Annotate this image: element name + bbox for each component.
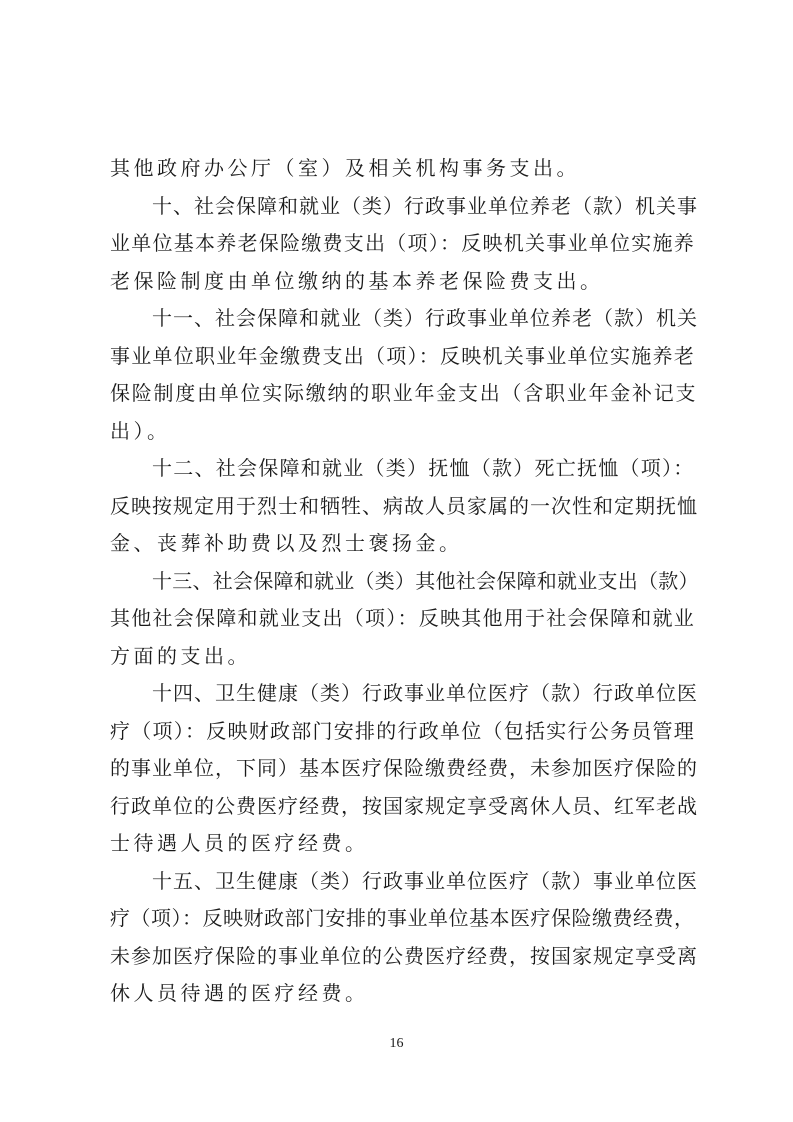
paragraph-13-line-2: 其他社会保障和就业支出（项）：反映其他用于社会保障和就业 xyxy=(110,606,695,630)
paragraph-14-line-1: 十四、卫生健康（类）行政事业单位医疗（款）行政单位医 xyxy=(152,681,698,705)
paragraph-11-line-1: 十一、社会保障和就业（类）行政事业单位养老（款）机关 xyxy=(152,306,698,330)
paragraph-10-line-3: 老保险制度由单位缴纳的基本养老保险费支出。 xyxy=(110,268,604,293)
page-number: 16 xyxy=(389,1036,404,1051)
paragraph-14-line-2: 疗（项）：反映财政部门安排的行政单位（包括实行公务员管理 xyxy=(110,718,695,743)
paragraph-15-line-1: 十五、卫生健康（类）行政事业单位医疗（款）事业单位医 xyxy=(152,868,698,893)
paragraph-10-line-1: 十、社会保障和就业（类）行政事业单位养老（款）机关事 xyxy=(152,193,698,218)
body-text xyxy=(110,150,700,1013)
paragraph-12-line-3: 金、丧葬补助费以及烈士褒扬金。 xyxy=(110,531,463,555)
paragraph-15-line-2: 疗（项）：反映财政部门安排的事业单位基本医疗保险缴费经费， xyxy=(110,906,695,930)
paragraph-10-line-2: 业单位基本养老保险缴费支出（项）：反映机关事业单位实施养 xyxy=(110,231,695,255)
paragraph-13-line-3: 方面的支出。 xyxy=(110,643,251,668)
paragraph-11-line-2: 事业单位职业年金缴费支出（项）：反映机关事业单位实施养老 xyxy=(110,343,695,368)
paragraph-15-line-3: 未参加医疗保险的事业单位的公费医疗经费，按国家规定享受离 xyxy=(110,943,698,968)
paragraph-15-line-4: 休人员待遇的医疗经费。 xyxy=(110,981,369,1005)
paragraph-11-line-4: 出）。 xyxy=(110,418,171,443)
paragraph-12-line-2: 反映按规定用于烈士和牺牲、病故人员家属的一次性和定期抚恤 xyxy=(110,493,698,518)
paragraph-14-line-3: 的事业单位，下同）基本医疗保险缴费经费，未参加医疗保险的 xyxy=(110,756,698,780)
paragraph-13-line-1: 十三、社会保障和就业（类）其他社会保障和就业支出（款） xyxy=(152,568,699,593)
text-line: 其他政府办公厅（室）及相关机构事务支出。 xyxy=(110,156,580,180)
paragraph-11-line-3: 保险制度由单位实际缴纳的职业年金支出（含职业年金补记支 xyxy=(110,381,698,405)
paragraph-14-line-5: 士待遇人员的医疗经费。 xyxy=(110,831,369,855)
paragraph-14-line-4: 行政单位的公费医疗经费，按国家规定享受离休人员、红军老战 xyxy=(110,793,698,818)
paragraph-12-line-1: 十二、社会保障和就业（类）抚恤（款）死亡抚恤（项）： xyxy=(152,456,695,480)
